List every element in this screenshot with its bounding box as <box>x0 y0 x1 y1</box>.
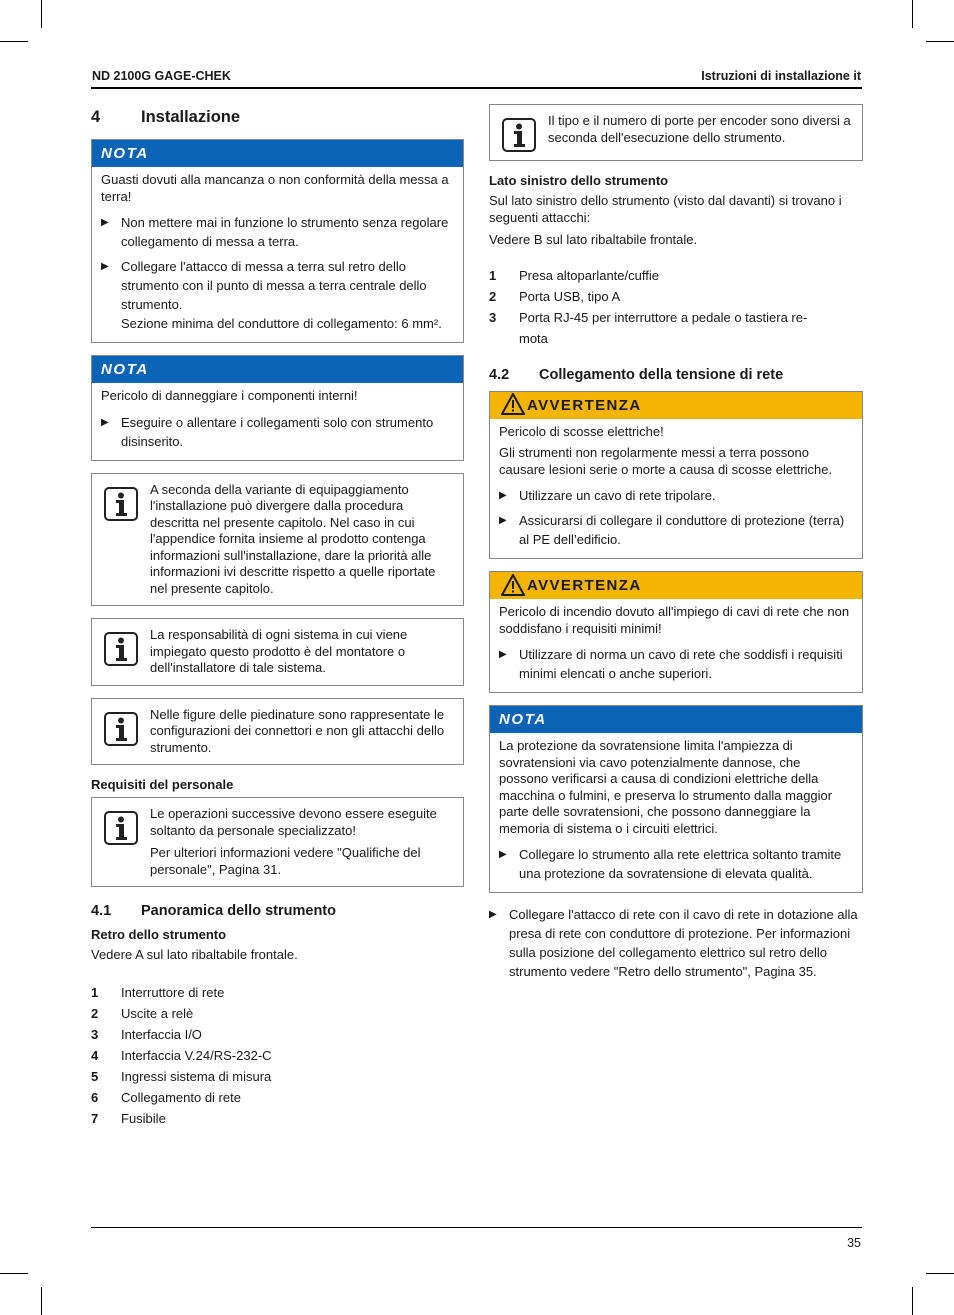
bullet-item <box>499 511 853 549</box>
warning-box <box>489 391 863 560</box>
list-text: Uscite a relè <box>121 1005 194 1021</box>
crop-mark <box>41 0 42 28</box>
warning-header <box>490 392 862 419</box>
crop-mark <box>912 0 913 28</box>
crop-mark <box>0 1273 28 1274</box>
arrow-right-icon: ▶ <box>499 515 507 526</box>
subsection-number: 4.2 <box>489 366 510 383</box>
warning-text: Gli strumenti non regolarmente messi a terra possono causare lesioni serie o morte a causa di scosse elettriche. <box>499 445 833 477</box>
info-text: La responsabilità di ogni sistema in cui viene impiegato questo prodotto è del montatore o dell'installatore di tale sistema. <box>150 627 408 675</box>
list-text: Presa altoparlante/cuffie <box>519 267 659 283</box>
bullet-text: Utilizzare di norma un cavo di rete che soddisfi i requisiti minimi elencati o anche superiori. <box>519 647 843 681</box>
nota-box <box>489 705 863 893</box>
paragraph: Vedere A sul lato ribaltabile frontale. <box>91 947 298 962</box>
subheading: Requisiti del personale <box>91 777 234 792</box>
list-number: 1 <box>91 984 99 1000</box>
subsection-number: 4.1 <box>91 903 112 919</box>
bullet-text: Assicurarsi di collegare il conduttore di protezione (terra) al PE dell’edificio. <box>519 513 845 547</box>
list-text: Porta USB, tipo A <box>519 288 621 304</box>
subsection-title: Collegamento della tensione di rete <box>539 366 784 383</box>
paragraph: Vedere B sul lato ribaltabile frontale. <box>489 232 698 247</box>
nota-label: NOTA <box>92 140 463 167</box>
list-item <box>91 1003 464 1024</box>
bullet-text: Non mettere mai in funzione lo strumento senza regolare collegamento di messa a terra. <box>121 215 449 249</box>
list-text: Porta RJ-45 per interruttore a pedale o tastiera re-mota <box>519 309 808 346</box>
warning-text: Pericolo di scosse elettriche! <box>499 423 664 439</box>
document-section-title: Istruzioni di installazione it <box>701 69 861 83</box>
list-text: Collegamento di rete <box>121 1089 241 1105</box>
instruction-step <box>489 905 863 981</box>
section-title: Installazione <box>141 108 241 126</box>
subsection-heading <box>91 903 464 919</box>
bullet-text-part: Sezione minima del conduttore di collegamento: 6 mm². <box>121 316 442 331</box>
nota-box <box>91 139 464 343</box>
page-number: 35 <box>847 1236 861 1250</box>
info-box <box>91 797 464 887</box>
crop-mark <box>41 1287 42 1315</box>
list-item <box>91 1108 464 1129</box>
arrow-right-icon: ▶ <box>499 649 507 660</box>
nota-box <box>91 355 464 461</box>
list-number: 6 <box>91 1089 99 1105</box>
bullet-item <box>499 645 853 683</box>
bullet-item <box>101 213 454 251</box>
header-rule <box>91 87 862 89</box>
arrow-right-icon: ▶ <box>499 849 507 860</box>
warning-box <box>489 571 863 693</box>
info-paragraph: Per ulteriori informazioni vedere "Qualifiche del personale", Pagina 31. <box>150 845 421 877</box>
section-heading <box>91 108 464 127</box>
info-icon <box>92 627 150 677</box>
document-title: ND 2100G GAGE-CHEK <box>92 69 231 83</box>
numbered-list <box>489 265 863 349</box>
bullet-text: Collegare lo strumento alla rete elettrica soltanto tramite una protezione da sovratensione di elevata qualità. <box>519 847 842 881</box>
nota-text: La protezione da sovratensione limita l'ampiezza di sovratensioni via cavo potenzialmente dannose, che possono verificarsi a causa di condizioni elettriche della macchina o fulmini, e preserva lo strumento dalla maggior parte delle sovratensioni, che possono danneggiare la memoria di sistema o i circuiti elettrici. <box>499 738 833 836</box>
list-text: Interfaccia I/O <box>121 1026 202 1042</box>
warning-text: Pericolo di incendio dovuto all'impiego di cavi di rete che non soddisfano i requisiti minimi! <box>499 604 850 636</box>
info-box <box>91 473 464 607</box>
info-text: Nelle figure delle piedinature sono rappresentate le configurazioni dei connettori e non gli attacchi dello strumento. <box>150 706 445 755</box>
list-item <box>91 1087 464 1108</box>
list-item <box>489 286 863 307</box>
info-text: A seconda della variante di equipaggiamento l'installazione può divergere dalla procedura descritta nel presente capitolo. Nel caso in cui l'appendice fornita insieme al prodotto contenga informazioni sull'installazione, dare la priorità alle informazioni ivi descritte rispetto a quelle riportate nel presente capitolo. <box>150 481 436 596</box>
list-item <box>91 1066 464 1087</box>
crop-mark <box>926 1273 954 1274</box>
list-item <box>91 982 464 1003</box>
info-box <box>489 104 863 161</box>
list-item <box>489 307 863 349</box>
list-number: 5 <box>91 1068 99 1084</box>
list-number: 2 <box>489 288 497 304</box>
bullet-text <box>121 257 454 333</box>
footer-rule <box>91 1227 862 1228</box>
info-text <box>150 806 455 878</box>
arrow-right-icon: ▶ <box>499 490 507 501</box>
list-item <box>91 1045 464 1066</box>
warning-label: AVVERTENZA <box>527 396 642 414</box>
info-box <box>91 698 464 766</box>
left-column <box>91 104 464 1129</box>
numbered-list <box>91 982 464 1129</box>
list-number: 4 <box>91 1047 99 1063</box>
list-item <box>489 265 863 286</box>
info-icon <box>490 113 548 152</box>
instruction-text: Collegare l'attacco di rete con il cavo di rete in dotazione alla presa di rete con conduttore di protezione. Per informazioni sulla posizione del collegamento elettrico sul retro dello strumento vedere "Retro dello strumento", Pagina 35. <box>509 907 858 979</box>
list-text: Interfaccia V.24/RS-232-C <box>121 1047 272 1063</box>
list-text: Ingressi sistema di misura <box>121 1068 272 1084</box>
list-text: Interruttore di rete <box>121 984 225 1000</box>
subsection-heading <box>489 367 863 383</box>
right-column <box>489 104 863 987</box>
bullet-text: Eseguire o allentare i collegamenti solo con strumento disinserito. <box>121 414 434 449</box>
paragraph: Sul lato sinistro dello strumento (visto dal davanti) si trovano i seguenti attacchi: <box>489 193 842 225</box>
bullet-item <box>499 845 853 883</box>
list-number: 3 <box>91 1026 99 1042</box>
arrow-right-icon: ▶ <box>489 909 497 920</box>
info-text: Il tipo e il numero di porte per encoder sono diversi a seconda dell'esecuzione dello strumento. <box>548 113 851 145</box>
info-icon <box>92 707 150 757</box>
subheading: Retro dello strumento <box>91 927 227 942</box>
info-icon <box>92 482 150 598</box>
info-paragraph: Le operazioni successive devono essere eseguite soltanto da personale specializzato! <box>150 806 437 838</box>
bullet-item <box>101 257 454 333</box>
info-box <box>91 618 464 686</box>
warning-label: AVVERTENZA <box>527 577 642 594</box>
arrow-right-icon: ▶ <box>101 416 109 428</box>
crop-mark <box>926 41 954 42</box>
nota-text: Pericolo di danneggiare i componenti interni! <box>101 388 358 403</box>
list-number: 3 <box>489 309 497 325</box>
subsection-title: Panoramica dello strumento <box>141 903 336 919</box>
nota-text: Guasti dovuti alla mancanza o non conformità della messa a terra! <box>101 172 449 204</box>
list-number: 1 <box>489 267 497 283</box>
bullet-text-part: Collegare l'attacco di messa a terra sul retro dello strumento con il punto di messa a terra centrale dello strumento. <box>121 259 427 312</box>
list-item <box>91 1024 464 1045</box>
crop-mark <box>0 41 28 42</box>
nota-label: NOTA <box>490 706 862 733</box>
arrow-right-icon: ▶ <box>101 261 109 272</box>
section-number: 4 <box>91 108 101 126</box>
list-text: Fusibile <box>121 1110 166 1126</box>
list-number: 7 <box>91 1110 99 1126</box>
bullet-item <box>499 486 853 505</box>
list-number: 2 <box>91 1005 99 1021</box>
subheading: Lato sinistro dello strumento <box>489 173 669 188</box>
bullet-text: Utilizzare un cavo di rete tripolare. <box>519 488 716 503</box>
nota-label: NOTA <box>92 356 463 383</box>
warning-header <box>490 572 862 599</box>
crop-mark <box>912 1287 913 1315</box>
bullet-item <box>101 413 454 451</box>
arrow-right-icon: ▶ <box>101 217 109 228</box>
info-icon <box>92 806 150 878</box>
